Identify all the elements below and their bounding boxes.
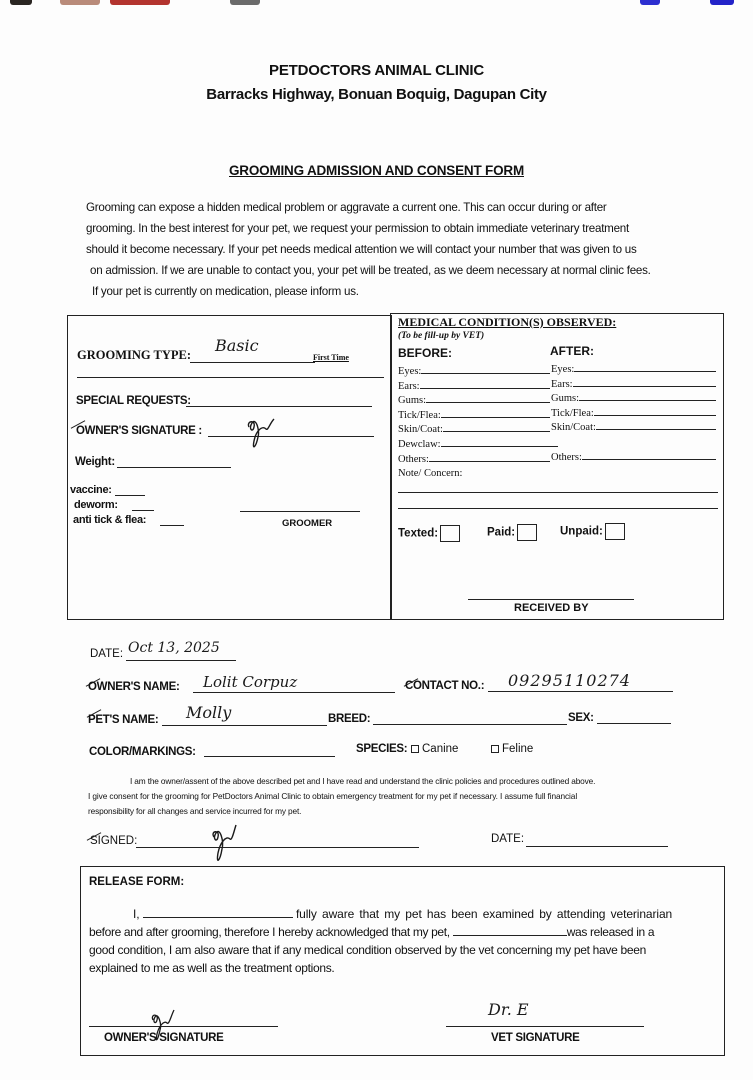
received-by-field[interactable] <box>468 599 634 600</box>
after-field-label: Ears: <box>551 379 573 390</box>
release-text: good condition, I am also aware that if any medical condition observed by the vet concerning my pet have been <box>89 943 646 957</box>
unpaid-checkbox[interactable] <box>605 523 625 540</box>
feline-label: Feline <box>502 743 534 755</box>
after-field-input[interactable] <box>574 362 716 372</box>
note-concern-label: Note/ Concern: <box>398 468 463 479</box>
groomer-label: GROOMER <box>282 518 333 529</box>
after-field-label: Gums: <box>551 393 580 404</box>
before-field-label: Dewclaw: <box>398 439 441 450</box>
release-owner-name-field[interactable] <box>143 917 293 918</box>
signed-label: SIGNED: <box>90 835 138 847</box>
before-field-row <box>398 437 558 450</box>
owner-name-value: Lolit Corpuz <box>203 673 298 691</box>
release-text <box>133 907 672 921</box>
release-text <box>89 925 654 939</box>
after-field-input[interactable] <box>579 391 716 401</box>
before-field-input[interactable] <box>421 364 550 374</box>
breed-label: BREED: <box>328 713 371 725</box>
release-text: before and after grooming, therefore I hereby acknowledged that my pet, <box>89 925 450 939</box>
release-text: fully aware that my pet has been examined by attending veterinarian <box>295 907 673 921</box>
release-pet-name-field[interactable] <box>453 935 567 936</box>
before-field-label: Skin/Coat: <box>398 424 443 435</box>
color-markings-field[interactable] <box>204 756 335 757</box>
before-field-input[interactable] <box>443 422 550 432</box>
first-time-option[interactable]: First Time <box>313 353 349 362</box>
received-by-label: RECEIVED BY <box>514 602 589 614</box>
release-text: explained to me as well as the treatment options. <box>89 961 335 975</box>
before-field-input[interactable] <box>441 408 550 418</box>
consent-line: responsibility for all changes and service incurred for my pet. <box>88 806 302 816</box>
anti-tick-flea-field[interactable] <box>160 525 184 526</box>
vaccine-field[interactable] <box>115 495 145 496</box>
grooming-type-label: GROOMING TYPE: <box>77 348 192 362</box>
note-line[interactable] <box>398 492 718 493</box>
after-field-row <box>551 420 716 433</box>
weight-field[interactable] <box>117 467 231 468</box>
clinic-name: PETDOCTORS ANIMAL CLINIC <box>269 62 484 79</box>
feline-checkbox[interactable] <box>491 745 499 753</box>
after-field-row <box>551 391 716 404</box>
special-requests-field[interactable] <box>186 406 372 407</box>
before-field-row <box>398 393 550 406</box>
unpaid-checkbox-group <box>560 523 625 540</box>
release-owner-signature-field[interactable] <box>89 1026 278 1027</box>
contact-value: 09295110274 <box>508 671 631 690</box>
photo-top-edge <box>0 0 753 6</box>
intro-paragraph <box>86 197 676 302</box>
date-value: Oct 13, 2025 <box>128 640 220 656</box>
intro-line: should it become necessary. If your pet needs medical attention we will contact your number that was given to us <box>86 243 637 256</box>
pet-name-field[interactable] <box>162 725 327 726</box>
color-markings-label: COLOR/MARKINGS: <box>89 746 196 758</box>
species-canine-option[interactable] <box>411 743 458 755</box>
release-text: was released in a <box>566 925 655 939</box>
divider-line <box>77 377 384 378</box>
grooming-type-field[interactable] <box>190 362 315 363</box>
release-text-i: I, <box>133 907 140 921</box>
before-field-input[interactable] <box>441 437 558 447</box>
intro-line: on admission. If we are unable to contact you, your pet will be treated, as we deem necessary at normal clinic fees. <box>90 264 651 277</box>
before-label: BEFORE: <box>398 346 452 360</box>
clinic-address: Barracks Highway, Bonuan Boquig, Dagupan City <box>206 86 547 103</box>
consent-line: I am the owner/assent of the above described pet and I have read and understand the clinic policies and procedures outlined above. <box>130 776 596 786</box>
signed-field[interactable] <box>136 847 419 848</box>
form-title: GROOMING ADMISSION AND CONSENT FORM <box>229 163 524 178</box>
sex-label: SEX: <box>568 712 594 724</box>
after-field-row <box>551 362 716 375</box>
paid-label: Paid: <box>487 526 516 539</box>
after-field-input[interactable] <box>594 406 716 416</box>
before-field-label: Ears: <box>398 381 420 392</box>
intro-line: grooming. In the best interest for your pet, we request your permission to obtain immediate veterinary treatment <box>86 222 629 235</box>
after-field-input[interactable] <box>582 450 716 460</box>
date-field[interactable] <box>126 660 236 661</box>
species-feline-option[interactable] <box>491 743 533 755</box>
signature-scribble <box>244 415 280 455</box>
after-field-label: Others: <box>551 452 582 463</box>
paid-checkbox[interactable] <box>517 524 537 541</box>
before-field-row <box>398 364 550 377</box>
before-field-input[interactable] <box>420 379 550 389</box>
contact-label: CONTACT NO.: <box>405 680 485 692</box>
vet-signature-value: Dr. E <box>488 1000 529 1019</box>
texted-checkbox-group <box>398 525 460 542</box>
vaccine-label: vaccine: <box>70 484 112 496</box>
canine-label: Canine <box>422 743 459 755</box>
after-field-input[interactable] <box>573 377 716 387</box>
after-field-label: Skin/Coat: <box>551 422 596 433</box>
before-field-input[interactable] <box>429 452 550 462</box>
texted-label: Texted: <box>398 527 439 540</box>
paid-checkbox-group <box>487 524 537 541</box>
before-field-label: Tick/Flea: <box>398 410 441 421</box>
before-field-label: Others: <box>398 454 429 465</box>
owner-name-field[interactable] <box>193 692 395 693</box>
before-field-row <box>398 452 550 465</box>
before-field-label: Gums: <box>398 395 427 406</box>
consent-line: I give consent for the grooming for PetDoctors Animal Clinic to obtain emergency treatment for my pet if necessary. I assume full financial <box>88 791 578 801</box>
pet-name-label: PET'S NAME: <box>88 714 159 726</box>
breed-field[interactable] <box>373 724 567 725</box>
medical-subtitle: (To be fill-up by VET) <box>398 331 485 341</box>
before-field-row <box>398 379 550 392</box>
after-field-row <box>551 377 716 390</box>
weight-label: Weight: <box>75 456 115 468</box>
owner-signature-field[interactable] <box>208 436 374 437</box>
canine-checkbox[interactable] <box>411 745 419 753</box>
after-field-row <box>551 406 716 419</box>
species-label: SPECIES: <box>356 743 408 755</box>
after-field-label: Eyes: <box>551 364 575 375</box>
intro-line: If your pet is currently on medication, please inform us. <box>92 285 359 298</box>
consent-date-field[interactable] <box>526 846 668 847</box>
consent-date-label: DATE: <box>491 833 525 845</box>
medical-title: MEDICAL CONDITION(S) OBSERVED: <box>398 315 617 329</box>
note-line[interactable] <box>398 508 718 509</box>
groomer-signature-field[interactable] <box>240 511 360 512</box>
special-requests-label: SPECIAL REQUESTS: <box>76 395 191 407</box>
owner-name-label: OWNER'S NAME: <box>88 681 180 693</box>
owner-signature-label: OWNER'S SIGNATURE <box>104 1032 224 1044</box>
date-label: DATE: <box>90 648 124 660</box>
contact-field[interactable] <box>488 691 673 692</box>
signature-scribble <box>208 823 244 869</box>
deworm-label: deworm: <box>74 499 118 511</box>
grooming-type-value: Basic <box>215 336 259 355</box>
pet-name-value: Molly <box>186 703 232 722</box>
before-field-row <box>398 422 550 435</box>
before-field-row <box>398 408 550 421</box>
after-field-row <box>551 450 716 463</box>
intro-line: Grooming can expose a hidden medical problem or aggravate a current one. This can occur during or after <box>86 201 607 214</box>
sex-field[interactable] <box>597 723 671 724</box>
texted-checkbox[interactable] <box>440 525 460 542</box>
unpaid-label: Unpaid: <box>560 525 603 538</box>
after-label: AFTER: <box>550 344 594 358</box>
deworm-field[interactable] <box>132 510 154 511</box>
release-form-title: RELEASE FORM: <box>89 876 185 888</box>
vet-signature-label: VET SIGNATURE <box>491 1032 580 1044</box>
vet-signature-field[interactable] <box>446 1026 644 1027</box>
before-field-input[interactable] <box>426 393 550 403</box>
before-field-label: Eyes: <box>398 366 422 377</box>
after-field-input[interactable] <box>596 420 716 430</box>
anti-tick-flea-label: anti tick & flea: <box>73 514 147 526</box>
owner-signature-label: OWNER'S SIGNATURE : <box>76 425 202 437</box>
after-field-label: Tick/Flea: <box>551 408 594 419</box>
